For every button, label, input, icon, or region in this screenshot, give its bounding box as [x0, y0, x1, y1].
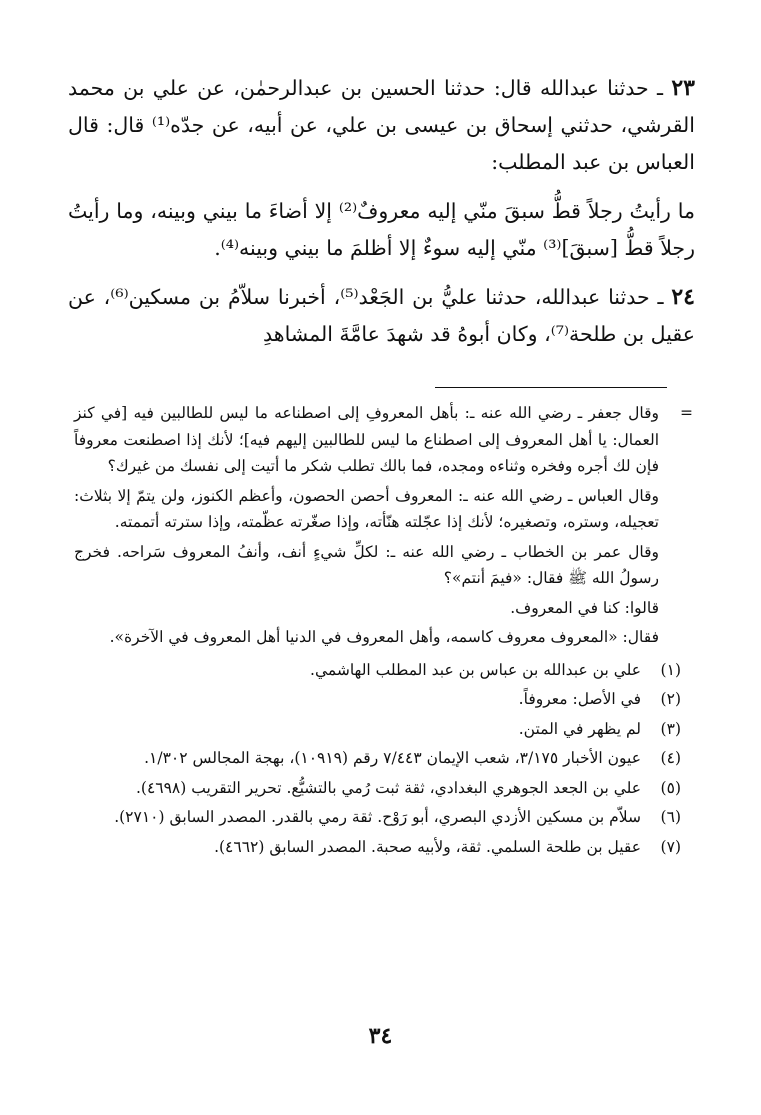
note-text: علي بن الجعد الجوهري البغدادي، ثقة ثبت رُمي بالتشيُّع. تحرير التقريب (٤٦٩٨). [135, 778, 641, 797]
note-number: (٣) [660, 719, 681, 738]
footnote-paragraph: وقال عمر بن الخطاب ـ رضي الله عنه ـ: لكلِّ شيءٍ أنف، وأنفُ المعروف سَراحه. فخرج رسولُ الله ﷺ فقال: «فيمَ أنتم»؟ [74, 542, 659, 587]
hadith-number: ٢٤ [671, 284, 695, 310]
note-text: لم يظهر في المتن. [518, 719, 641, 738]
note-text: في الأصل: معروفاً. [518, 690, 641, 708]
note-item [74, 834, 681, 861]
footnote-paragraph: وقال العباس ـ رضي الله عنه ـ: المعروف أحصن الحصون، وأعظم الكنوز، ولن يتمّ إلا بثلاث: تعجيله، وستره، وتصغيره؛ لأنك إذا عجّلته هنّأته، وإذا صغّرته عظّمته، وإذا سترته أتممته. [74, 486, 659, 531]
note-text: سلاّم بن مسكين الأزدي البصري، أبو رَوْح. ثقة رمي بالقدر. المصدر السابق (٢٧١٠). [114, 808, 641, 826]
note-number: (٥) [660, 778, 681, 797]
hadith-text: ـ حدثنا عبدالله قال: حدثنا الحسين بن عبدالرحمٰن، عن علي بن محمد القرشي، حدثني إسحاق بن عيسى بن علي، عن أبيه، عن جدّه⁽¹⁾ قال: قال العباس بن عبد المطلب: [68, 76, 695, 174]
note-item [74, 775, 681, 802]
note-text: عيون الأخبار ٣/١٧٥، شعب الإيمان ٧/٤٤٣ رقم (١٠٩١٩)، بهجة المجالس ١/٣٠٢. [144, 749, 641, 767]
hadith-text: ما رأيتُ رجلاً قطُّ سبقَ منّي إليه معروفٌ⁽²⁾ إلا أضاءَ ما بيني وبينه، وما رأيتُ رجلاً قطُّ [سبقَ]⁽³⁾ منّي إليه سوءٌ إلا أظلمَ ما بيني وبينه⁽⁴⁾. [68, 199, 695, 260]
continued-footnote [74, 400, 693, 651]
footnote-separator [435, 387, 667, 388]
note-item [74, 686, 681, 713]
note-item [74, 745, 681, 772]
note-number: (٢) [660, 690, 681, 708]
hadith-23 [68, 70, 695, 181]
note-item [74, 804, 681, 831]
footnote-paragraph: قالوا: كنا في المعروف. [510, 598, 659, 617]
continuation-marker: = [680, 404, 693, 422]
note-number: (٧) [660, 837, 681, 856]
footnote-paragraph: وقال جعفر ـ رضي الله عنه ـ: بأهل المعروفِ إلى اصطناعه ما ليس للطالبين فيه [في كنز العمال: يا أهل المعروف إلى اصطناع ما ليس للطالبين إليهم فيه]؛ لأنك إذا اصطنعت معروفاً فإن لك أجره وفخره وثناءه ومجده، فما بالك تطلب شكر ما أتيت إلى نفسك من غيرك؟ [74, 404, 659, 475]
note-number: (٤) [660, 749, 681, 767]
note-item [74, 716, 681, 743]
note-number: (٦) [660, 808, 681, 826]
hadith-24 [68, 279, 695, 353]
note-text: علي بن عبدالله بن عباس بن عبد المطلب الهاشمي. [310, 660, 641, 679]
hadith-text: ـ حدثنا عبدالله، حدثنا عليُّ بن الجَعْد⁽⁵⁾، أخبرنا سلاّمُ بن مسكين⁽⁶⁾، عن عقيل بن طلحة⁽⁷⁾، وكان أبوهُ قد شهدَ عامَّةَ المشاهدِ [68, 285, 695, 346]
footnote-paragraph: فقال: «المعروف معروف كاسمه، وأهل المعروف في الدنيا أهل المعروف في الآخرة». [109, 628, 659, 646]
numbered-notes [74, 657, 681, 861]
hadith-23-saying [68, 193, 695, 267]
note-item [74, 657, 681, 684]
main-text [68, 70, 695, 365]
note-text: عقيل بن طلحة السلمي. ثقة، ولأبيه صحبة. المصدر السابق (٤٦٦٢). [214, 837, 641, 856]
note-number: (١) [660, 660, 681, 679]
footnotes [74, 400, 693, 863]
hadith-number: ٢٣ [671, 75, 695, 101]
page-number: ٣٤ [368, 1023, 393, 1049]
